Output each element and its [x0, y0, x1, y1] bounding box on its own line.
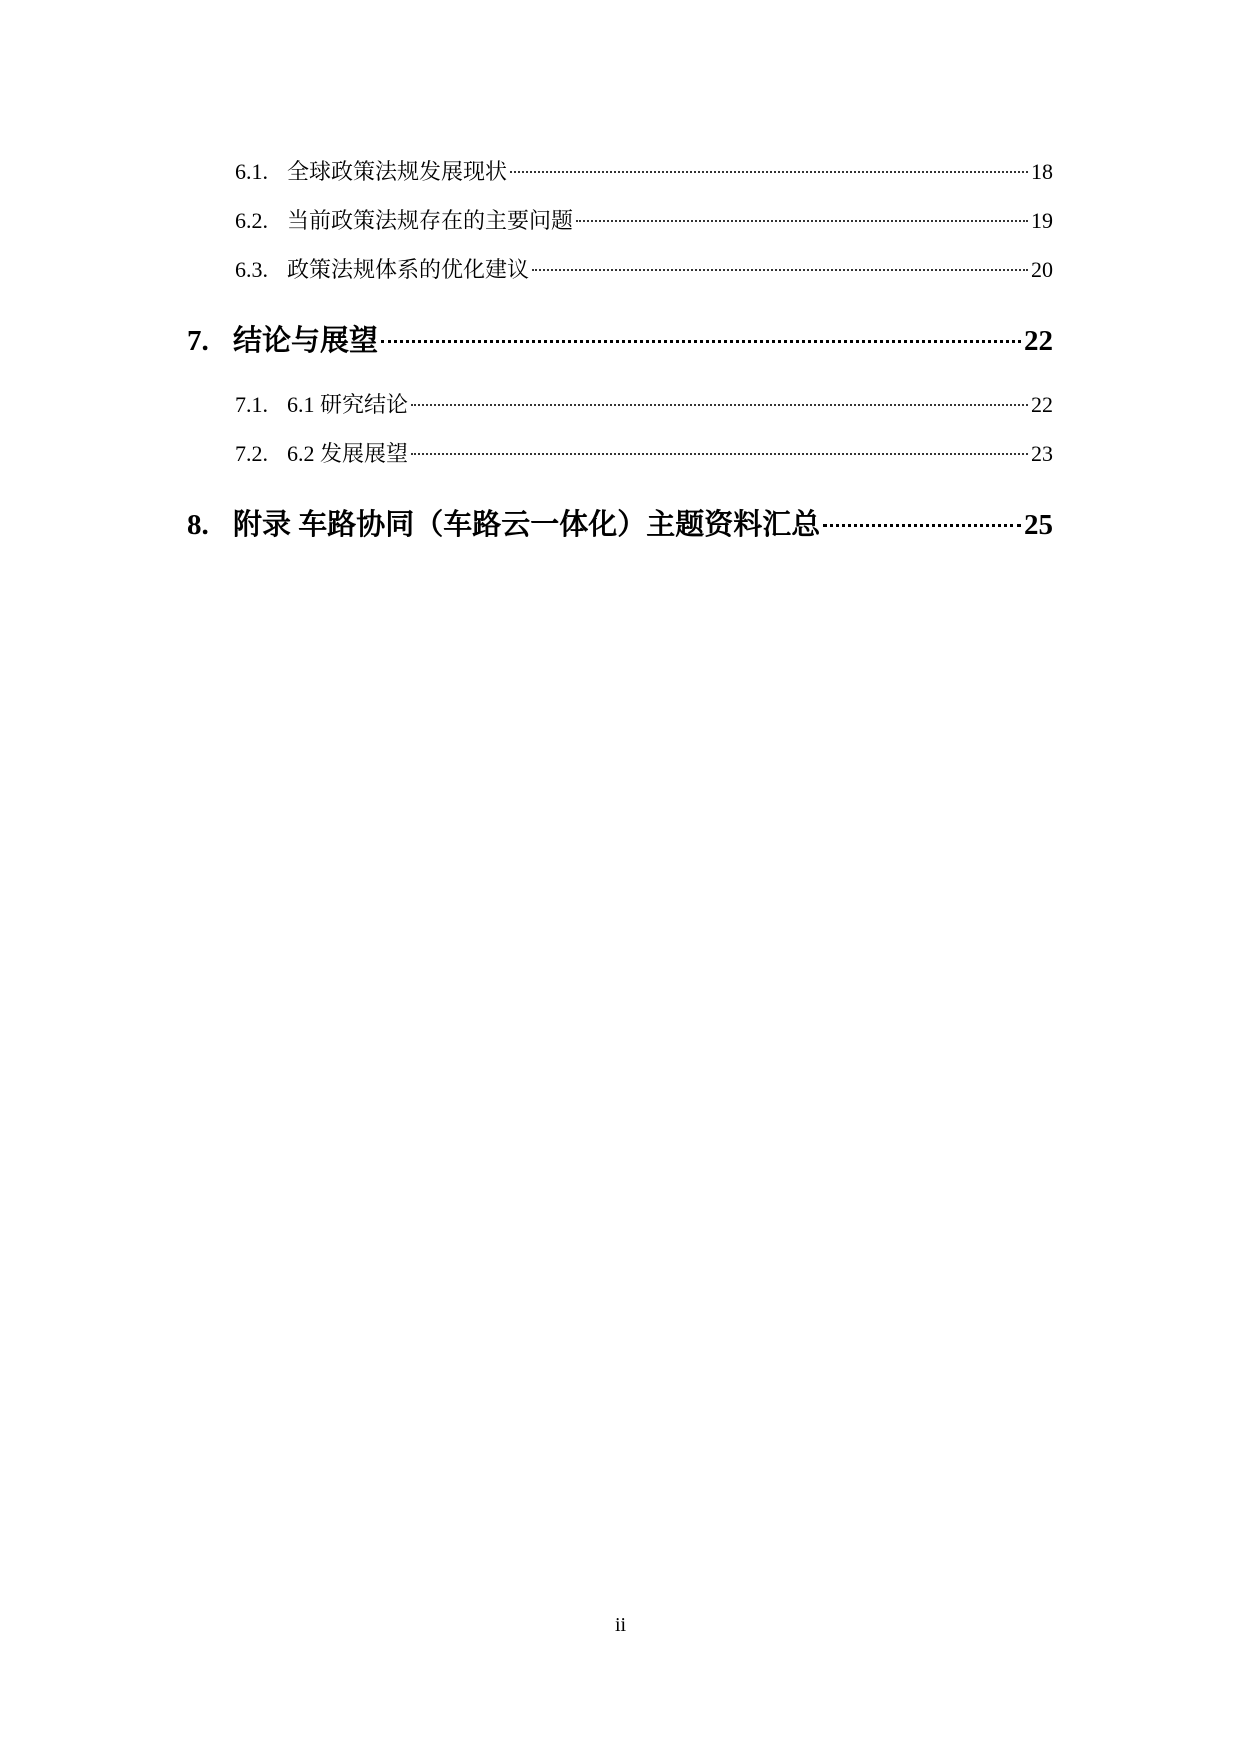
toc-entry-page: 22 — [1031, 392, 1053, 417]
toc-entry-6-2[interactable] — [187, 204, 1053, 235]
page-number: ii — [614, 1614, 627, 1636]
toc-chapter-8[interactable] — [187, 502, 1053, 543]
toc-entry-7-1[interactable] — [187, 388, 1053, 419]
toc-chapter-page: 25 — [1024, 509, 1053, 541]
toc-entry-title: 6.1 研究结论 — [287, 392, 409, 417]
toc-chapter-title: 结论与展望 — [233, 325, 379, 357]
toc-chapter-number: 8. — [187, 509, 209, 541]
toc-leader-dots — [823, 524, 1021, 527]
toc-leader-dots — [411, 404, 1028, 406]
toc-chapter-number: 7. — [187, 325, 209, 357]
toc-entry-number: 7.1. — [235, 392, 268, 417]
toc-entry-page: 19 — [1031, 208, 1053, 233]
toc-entry-page: 23 — [1031, 441, 1053, 466]
toc-entry-7-2[interactable] — [187, 437, 1053, 468]
toc-leader-dots — [576, 220, 1028, 222]
toc-entry-page: 20 — [1031, 257, 1053, 282]
toc-entry-title: 政策法规体系的优化建议 — [287, 257, 530, 282]
toc-entry-number: 6.3. — [235, 257, 268, 282]
toc-entry-title: 6.2 发展展望 — [287, 441, 409, 466]
toc-entry-6-3[interactable] — [187, 253, 1053, 284]
toc-leader-dots — [532, 269, 1028, 271]
toc-chapter-page: 22 — [1024, 325, 1053, 357]
toc-entry-number: 7.2. — [235, 441, 268, 466]
toc-leader-dots — [510, 171, 1028, 173]
toc-entry-title: 当前政策法规存在的主要问题 — [287, 208, 574, 233]
toc-entry-title: 全球政策法规发展现状 — [287, 159, 508, 184]
toc-entry-6-1[interactable] — [187, 155, 1053, 186]
toc-leader-dots — [381, 340, 1021, 343]
toc-chapter-7[interactable] — [187, 318, 1053, 359]
toc-leader-dots — [411, 453, 1028, 455]
toc-entry-page: 18 — [1031, 159, 1053, 184]
toc-entry-number: 6.1. — [235, 159, 268, 184]
toc-chapter-title: 附录 车路协同（车路云一体化）主题资料汇总 — [233, 509, 821, 541]
toc-entry-number: 6.2. — [235, 208, 268, 233]
